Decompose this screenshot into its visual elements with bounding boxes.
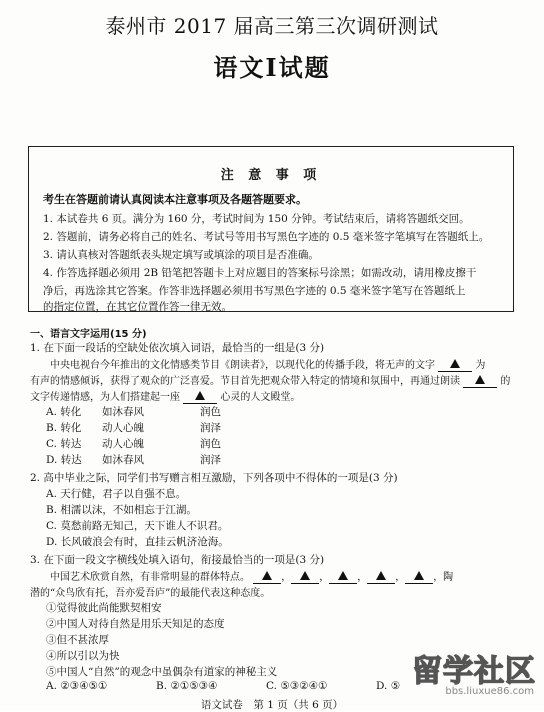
exam-subtitle: 语文Ⅰ试题 (213, 53, 331, 82)
q1-stem: 1. 在下面一段话的空缺处依次填入词语，最恰当的一组是(3 分) (30, 342, 325, 354)
answer-blank (183, 391, 217, 404)
q3-option: B. ②①⑤③④ (156, 680, 218, 692)
option-word: 动人心魄 (102, 438, 144, 450)
q3-item: ②中国人对待自然是用乐天知足的态度 (46, 618, 225, 630)
option-word: 动人心魄 (102, 422, 144, 434)
q3-options (46, 680, 400, 692)
blank-marker-icon (475, 375, 485, 384)
blank-marker-icon (376, 571, 386, 580)
notice-box (28, 146, 514, 312)
q1-passage-text: 为 (475, 360, 486, 371)
q1-passage-line (30, 372, 510, 388)
blank-marker-icon (338, 571, 348, 580)
q3-item: ④所以引以为快 (46, 650, 120, 662)
q1-option-a (46, 404, 221, 419)
notice-item: 4. 作答选择题必须用 2B 铅笔把答题卡上对应题目的答案标号涂黑；如需改动，请用橡皮擦干 (43, 267, 477, 279)
q3-passage-line: 中国艺术欣赏自然，有非常明显的群体特点。 ， ， ， ， ，陶 (50, 572, 454, 583)
blank-marker-icon (450, 359, 460, 368)
q1-passage-line (30, 388, 300, 404)
blank-marker-icon (195, 391, 205, 400)
q1-option-d (46, 452, 221, 467)
notice-title: 注 意 事 项 (220, 168, 322, 183)
q2-option: D. 长风破浪会有时，直挂云帆济沧海。 (46, 536, 229, 548)
q3-passage-text: ，陶 (433, 572, 454, 583)
q3-option: C. ⑤③②④① (266, 680, 328, 692)
exam-title: 泰州市 2017 届高三第三次调研测试 (105, 14, 439, 38)
q3-item: ⑤中国人“自然”的观念中虽偶杂有道家的神秘主义 (46, 666, 278, 678)
answer-blank (291, 571, 319, 584)
q1-passage-text: 文字传递情感，为人们搭建起一座 (30, 392, 180, 403)
answer-blank (367, 571, 395, 584)
answer-blank (438, 359, 472, 372)
option-word: 润泽 (200, 422, 221, 434)
q3-option: A. ②③④⑤① (46, 680, 108, 692)
section-heading: 一、语言文字运用(15 分) (30, 329, 147, 340)
option-label: D. 转达 (46, 454, 82, 466)
notice-item: 2. 答题前，请务必将自己的姓名、考试号等用书写黑色字迹的 0.5 毫米签字笔填写在答题纸上。 (43, 231, 490, 243)
answer-blank (463, 375, 497, 388)
q1-passage-text: 心灵的人文殿堂。 (220, 392, 301, 403)
blank-marker-icon (300, 571, 310, 580)
notice-item: 1. 本试卷共 6 页。满分为 160 分，考试时间为 150 分钟。考试结束后，请将答题纸交回。 (43, 213, 470, 225)
option-word: 润泽 (200, 454, 221, 466)
q1-option-c (46, 436, 221, 451)
q3-passage-text: 中国艺术欣赏自然，有非常明显的群体特点。 (50, 572, 250, 583)
option-label: B. 转化 (46, 422, 82, 434)
answer-blank (253, 571, 281, 584)
q3-stem: 3. 在下面一段文字横线处填入语句，衔接最恰当的一项是(3 分) (30, 554, 325, 566)
watermark-url: bbs.liuxue86.com (445, 686, 534, 697)
page-footer: 语文试卷 第 1 页（共 6 页） (200, 699, 344, 711)
q3-option: D. ⑤ (376, 680, 401, 692)
q1-passage-text: 中央电视台今年推出的文化情感类节目《朗读者》，以现代化的传播手段，将无声的文字 (50, 360, 435, 371)
q1-passage-text: 的 (500, 376, 511, 387)
q1-passage-line (50, 356, 485, 372)
q2-option: C. 莫愁前路无知己，天下谁人不识君。 (46, 520, 229, 532)
watermark-logo: 留学社区 (412, 654, 536, 689)
notice-item: 3. 请认真核对答题纸表头规定填写或填涂的项目是否准确。 (43, 249, 319, 261)
q1-passage-text: 有声的情感倾诉，获得了观众的广泛喜爱。节目首先把观众带入特定的情境和氛围中，再通过朗读 (30, 376, 460, 387)
option-label: C. 转达 (46, 438, 82, 450)
notice-item: 净后，再选涂其它答案。作答非选择题必须用书写黑色字迹的 0.5 毫米签字笔写在答题纸上 (43, 285, 466, 297)
answer-blank (405, 571, 433, 584)
q3-item: ③但不甚浓厚 (46, 634, 109, 646)
option-label: A. 转化 (46, 406, 82, 418)
blank-marker-icon (414, 571, 424, 580)
blank-marker-icon (262, 571, 272, 580)
notice-item: 的指定位置，在其它位置作答一律无效。 (43, 301, 232, 313)
q2-option: B. 相濡以沫，不如相忘于江湖。 (46, 504, 197, 516)
q1-option-b (46, 420, 221, 435)
option-word: 润色 (200, 406, 221, 418)
notice-intro: 考生在答题前请认真阅读本注意事项及各题答题要求。 (43, 193, 307, 206)
q2-option: A. 天行健，君子以自强不息。 (46, 488, 187, 500)
q3-passage-line: 潜的“众鸟欣有托，吾亦爱吾庐”的最能代表这种态度。 (30, 588, 271, 599)
q3-item: ①觉得彼此尚能默契相安 (46, 602, 162, 614)
option-word: 如沐春风 (102, 454, 144, 466)
option-word: 润色 (200, 438, 221, 450)
q2-stem: 2. 高中毕业之际，同学们书写赠言相互激励，下列各项中不得体的一项是(3 分) (30, 472, 398, 484)
option-word: 如沐春风 (102, 406, 144, 418)
answer-blank (329, 571, 357, 584)
